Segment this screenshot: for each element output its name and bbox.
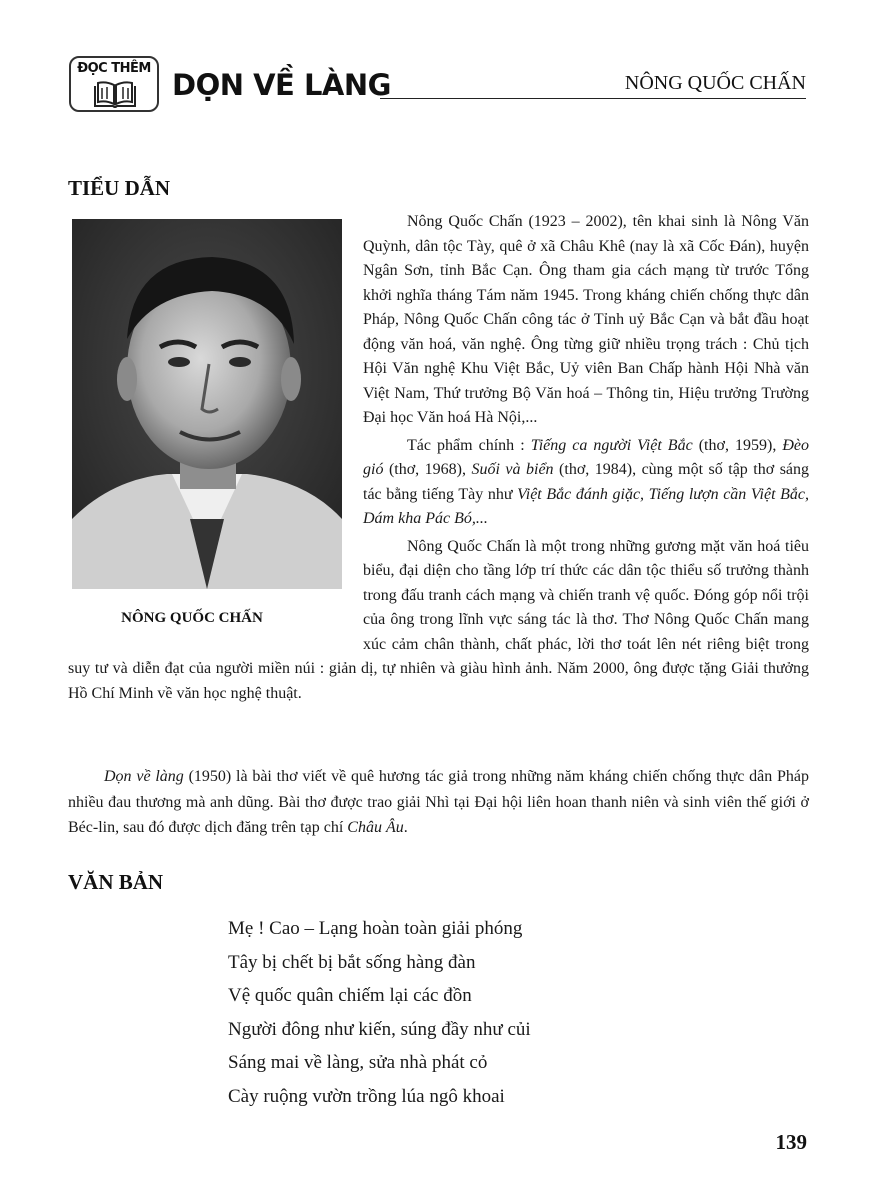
- poem-line: Người đông như kiến, súng đầy như củi: [228, 1018, 531, 1040]
- bio-paragraph-3: Nông Quốc Chấn là một trong những gương mặt văn hoá tiêu biểu, đại diện cho tầng lớp trí thức các dân tộc thiểu số trưởng thành trong đấu tranh cách mạng và chiến tranh vệ quốc. Đóng góp nổi trội của ông trong lĩnh vực sáng tác là thơ. Thơ Nông Quốc Chấn mang xúc cảm chân thành, chất phác, lời thơ toát lên nét riêng biệt trong suy tư và diễn đạt của người miền núi : giản dị, tự nhiên và giàu hình ảnh. Năm 2000, ông được tặng Giải thưởng Hồ Chí Minh về văn học nghệ thuật.: [68, 537, 809, 702]
- work-title: Việt Bắc đánh giặc, Tiếng lượn cần Việt Bắc, Dám kha Pác Bó,...: [363, 485, 810, 527]
- work-title: Tiếng ca người Việt Bắc: [530, 436, 693, 454]
- work-note: (thơ, 1968),: [383, 461, 472, 478]
- poem-line: Tây bị chết bị bắt sống hàng đàn: [228, 951, 476, 973]
- intro-body: (1950) là bài thơ viết về quê hương tác giả trong những năm kháng chiến chống thực dân Pháp nhiều đau thương mà anh dũng. Bài thơ được trao giải Nhì tại Đại hội liên hoan thanh niên và sinh viên thế giới ở Béc-lin, sau đó được dịch đăng trên tạp chí: [68, 768, 810, 836]
- work-title: Đèo gió: [363, 436, 810, 478]
- intro-end: .: [403, 819, 408, 836]
- header-rule: [380, 98, 806, 99]
- author-biography: [68, 210, 809, 706]
- journal-name: Châu Âu: [347, 819, 404, 836]
- bio-paragraph-1: Nông Quốc Chấn (1923 – 2002), tên khai sinh là Nông Văn Quỳnh, dân tộc Tày, quê ở xã Châu Khê (nay là xã Cốc Đán), huyện Ngân Sơn, tỉnh Bắc Cạn. Ông tham gia cách mạng từ trước Tổng khởi nghĩa tháng Tám năm 1945. Trong kháng chiến chống thực dân Pháp, Nông Quốc Chấn công tác ở Tỉnh uỷ Bắc Cạn và bắt đầu hoạt động văn hoá, văn nghệ. Ông từng giữ nhiều trọng trách : Chủ tịch Hội Văn nghệ Khu Việt Bắc, Uỷ viên Ban Chấp hành Hội Nhà văn Việt Nam, Thứ trưởng Bộ Văn hoá – Thông tin, Hiệu trưởng Trường Đại học Văn hoá Hà Nội,...: [363, 213, 809, 426]
- portrait-spacer: [68, 210, 363, 642]
- badge-label: ĐỌC THÊM: [77, 61, 151, 76]
- work-note: (thơ, 1959),: [692, 436, 783, 454]
- lesson-title: DỌN VỀ LÀNG: [172, 68, 391, 102]
- page-number: 139: [775, 1130, 807, 1154]
- works-lead: Tác phẩm chính :: [407, 436, 531, 454]
- poem-line: Mẹ ! Cao – Lạng hoàn toàn giải phóng: [228, 918, 523, 939]
- poem-line: Sáng mai về làng, sửa nhà phát cỏ: [228, 1052, 488, 1074]
- open-book-icon: [93, 80, 137, 108]
- read-more-badge: [69, 56, 159, 112]
- portrait-caption: NÔNG QUỐC CHẤN: [121, 610, 263, 626]
- lesson-author: NÔNG QUỐC CHẤN: [617, 72, 806, 95]
- section-heading-introduction: TIỂU DẪN: [68, 176, 171, 200]
- section-heading-text: VĂN BẢN: [68, 870, 164, 894]
- poem-title: Dọn về làng: [104, 768, 184, 785]
- poem-line: Vệ quốc quân chiếm lại các đồn: [228, 985, 472, 1007]
- poem-text: [228, 912, 531, 1114]
- work-title: Suối và biển: [471, 461, 554, 478]
- poem-line: Cày ruộng vườn trồng lúa ngô khoai: [228, 1085, 505, 1107]
- poem-introduction: [68, 764, 809, 841]
- work-note: (thơ, 1984), cùng một số tập thơ sáng tác bằng tiếng Tày như: [363, 461, 810, 503]
